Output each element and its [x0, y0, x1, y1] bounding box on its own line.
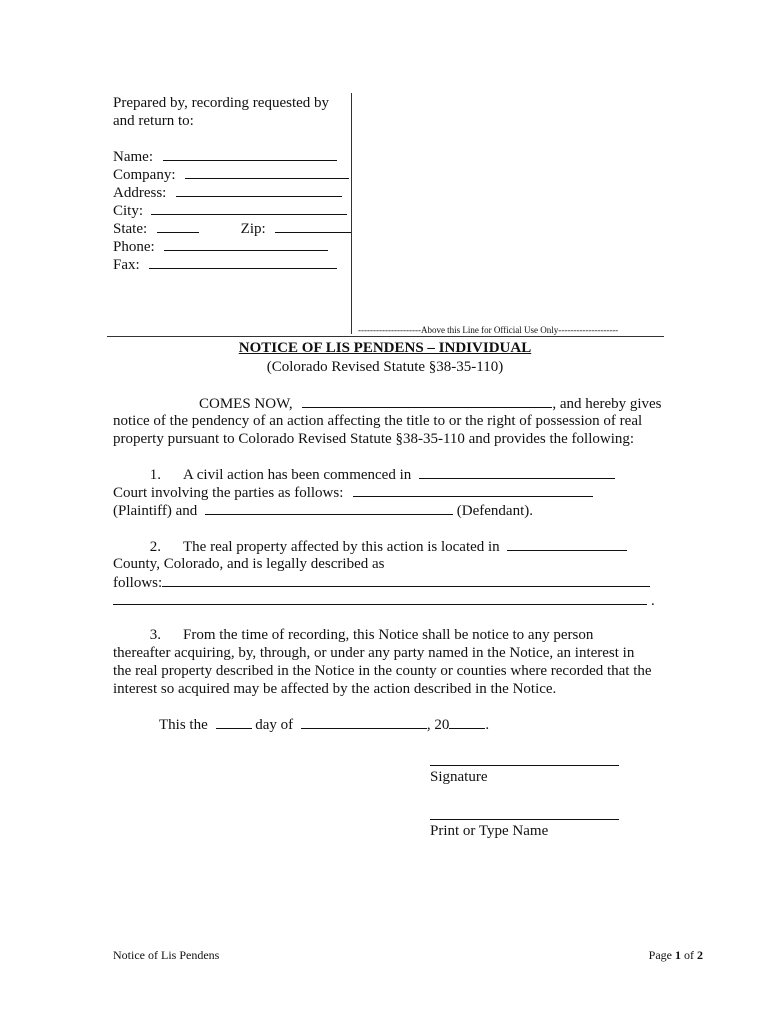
item1-line1 [113, 465, 615, 484]
legal-description-blank-1[interactable] [162, 573, 650, 587]
official-use-note: ---------------------Above this Line for Official Use Only-------------------- [358, 325, 619, 335]
item2-number: 2. [149, 539, 161, 555]
signature-line[interactable] [430, 765, 619, 766]
intro-line3: property pursuant to Colorado Revised Statute §38-35-110 and provides the following: [113, 431, 635, 447]
item3-number: 3. [149, 627, 161, 643]
state-blank[interactable] [157, 219, 199, 233]
address-blank[interactable] [176, 183, 342, 197]
item2-line1 [113, 537, 627, 556]
page-indicator [649, 948, 703, 963]
phone-blank[interactable] [164, 237, 328, 251]
this-the-text: This the [159, 717, 208, 733]
fax-label: Fax: [113, 257, 140, 273]
hereby-gives-text: , and hereby gives [552, 396, 662, 412]
plaintiff-text: (Plaintiff) and [113, 503, 198, 519]
phone-field [113, 237, 328, 256]
item1-line2 [113, 483, 593, 502]
city-field [113, 201, 347, 220]
item2-line3 [113, 573, 650, 592]
zip-blank[interactable] [275, 219, 351, 233]
print-name-label: Print or Type Name [430, 823, 549, 839]
page-number: 1 [675, 948, 681, 962]
date-period: . [485, 717, 490, 733]
page-of: of [684, 948, 694, 962]
prepared-by-line2: and return to: [113, 113, 194, 129]
address-field [113, 183, 342, 202]
name-blank[interactable] [163, 147, 337, 161]
county-blank[interactable] [507, 537, 627, 551]
company-field [113, 165, 349, 184]
day-of-text: day of [255, 717, 294, 733]
item2-line4 [113, 591, 655, 610]
company-label: Company: [113, 167, 176, 183]
date-line [159, 715, 489, 734]
page-total: 2 [697, 948, 703, 962]
header-horizontal-divider [107, 336, 664, 337]
defendant-blank[interactable] [205, 501, 453, 515]
item2-line2: County, Colorado, and is legally described as [113, 556, 385, 572]
header-vertical-divider [351, 93, 352, 334]
comes-now-text: COMES NOW, [199, 396, 293, 412]
item3-text1: From the time of recording, this Notice shall be notice to any person [183, 627, 594, 643]
item1-line3 [113, 501, 533, 520]
day-blank[interactable] [216, 715, 252, 729]
signature-label: Signature [430, 769, 488, 785]
item3-line1 [113, 626, 593, 644]
comes-now-blank[interactable] [302, 394, 552, 408]
city-blank[interactable] [151, 201, 347, 215]
item1-number: 1. [149, 467, 161, 483]
name-label: Name: [113, 149, 153, 165]
print-name-line[interactable] [430, 819, 619, 820]
month-blank[interactable] [301, 715, 427, 729]
intro-line2: notice of the pendency of an action affecting the title to or the right of possession of real [113, 413, 643, 429]
item3-line4: interest so acquired may be affected by the action described in the Notice. [113, 681, 557, 697]
fax-blank[interactable] [149, 255, 337, 269]
city-label: City: [113, 203, 144, 219]
follows-text: follows: [113, 575, 163, 591]
year-blank[interactable] [449, 715, 485, 729]
intro-line1 [113, 394, 662, 413]
item1-text2: Court involving the parties as follows: [113, 485, 344, 501]
name-field [113, 147, 337, 166]
address-label: Address: [113, 185, 167, 201]
defendant-text: (Defendant). [456, 503, 534, 519]
court-blank[interactable] [419, 465, 615, 479]
prepared-by-line1: Prepared by, recording requested by [113, 95, 330, 111]
item3-line2: thereafter acquiring, by, through, or under any party named in the Notice, an interest in [113, 645, 635, 661]
zip-label: Zip: [240, 221, 266, 237]
item3-line3: the real property described in the Notice in the county or counties where recorded that the [113, 663, 652, 679]
page-prefix: Page [648, 948, 672, 962]
fax-field [113, 255, 337, 274]
state-label: State: [113, 221, 148, 237]
item2-text1: The real property affected by this action is located in [183, 539, 500, 555]
legal-description-period: . [651, 593, 655, 609]
phone-label: Phone: [113, 239, 155, 255]
company-blank[interactable] [185, 165, 349, 179]
legal-description-blank-2[interactable] [113, 591, 647, 605]
item1-text1: A civil action has been commenced in [183, 467, 412, 483]
document-title: NOTICE OF LIS PENDENS – INDIVIDUAL [238, 340, 532, 356]
parties-blank[interactable] [353, 483, 593, 497]
comma-20-text: , 20 [426, 717, 450, 733]
state-zip-field [113, 219, 351, 238]
document-subtitle: (Colorado Revised Statute §38-35-110) [266, 359, 504, 375]
footer-title: Notice of Lis Pendens [113, 948, 220, 962]
